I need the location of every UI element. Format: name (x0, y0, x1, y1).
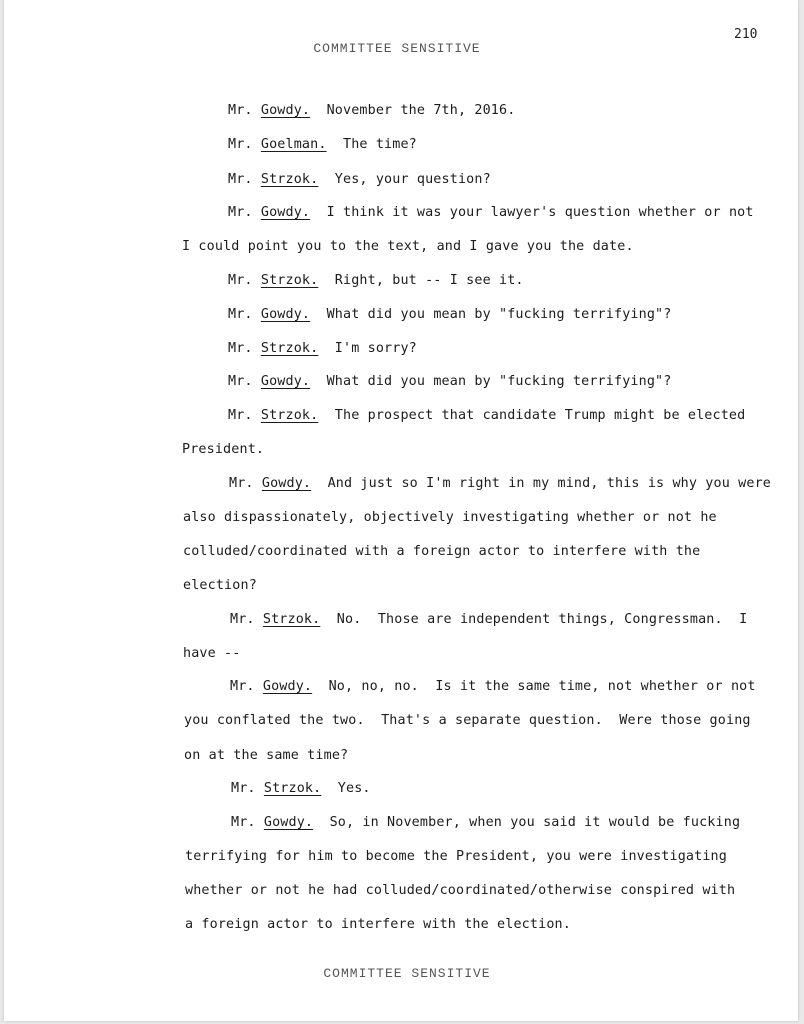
speaker-name: Strzok. (260, 408, 319, 423)
transcript-line (228, 103, 515, 118)
speaker-prefix: Mr. (228, 374, 261, 389)
speaker-name: Gowdy. (260, 103, 311, 118)
transcript-line (228, 307, 671, 322)
line-text: Right, but -- I see it. (318, 273, 524, 288)
transcript-line: you conflated the two. That's a separate question. Were those going (184, 713, 751, 728)
transcript-line: whether or not he had colluded/coordinated/otherwise conspired with (185, 883, 736, 898)
speaker-name: Strzok. (260, 172, 319, 187)
transcript-line: I could point you to the text, and I gave you the date. (182, 239, 634, 254)
speaker-prefix: Mr. (229, 476, 262, 491)
transcript-line (230, 679, 756, 694)
transcript-line (228, 172, 491, 187)
line-text: The time? (326, 137, 417, 152)
speaker-prefix: Mr. (231, 781, 264, 796)
speaker-prefix: Mr. (228, 273, 261, 288)
speaker-prefix: Mr. (228, 172, 261, 187)
line-text: What did you mean by "fucking terrifying"? (310, 374, 672, 389)
transcript-line: a foreign actor to interfere with the election. (185, 917, 571, 932)
speaker-prefix: Mr. (228, 408, 261, 423)
transcript-line (230, 612, 747, 627)
speaker-name: Gowdy. (260, 205, 311, 220)
speaker-prefix: Mr. (228, 103, 261, 118)
speaker-name: Gowdy. (262, 679, 313, 694)
speaker-prefix: Mr. (230, 679, 263, 694)
transcript-line (228, 273, 524, 288)
line-text: November the 7th, 2016. (310, 103, 516, 118)
page-footer: COMMITTEE SENSITIVE (323, 966, 491, 981)
transcript-line: have -- (183, 646, 241, 661)
speaker-name: Gowdy. (261, 476, 312, 491)
speaker-name: Gowdy. (263, 815, 314, 830)
document-page (4, 0, 798, 1021)
speaker-prefix: Mr. (228, 307, 261, 322)
speaker-name: Gowdy. (260, 374, 311, 389)
transcript-line: also dispassionately, objectively investigating whether or not he (183, 510, 717, 525)
line-text: No. Those are independent things, Congressman. I (320, 612, 748, 627)
line-text: I think it was your lawyer's question whether or not (310, 205, 754, 220)
speaker-name: Goelman. (260, 137, 327, 152)
speaker-prefix: Mr. (228, 341, 261, 356)
speaker-prefix: Mr. (231, 815, 264, 830)
transcript-line (231, 781, 371, 796)
line-text: Yes, your question? (318, 172, 491, 187)
transcript-line (228, 205, 754, 220)
transcript-line: terrifying for him to become the President, you were investigating (185, 849, 727, 864)
transcript-line: election? (183, 578, 257, 593)
transcript-line (231, 815, 740, 830)
speaker-name: Strzok. (262, 612, 321, 627)
speaker-prefix: Mr. (228, 137, 261, 152)
line-text: No, no, no. Is it the same time, not whether or not (312, 679, 756, 694)
transcript-line (228, 408, 745, 423)
page-number: 210 (734, 27, 758, 42)
page-header: COMMITTEE SENSITIVE (313, 41, 481, 56)
speaker-prefix: Mr. (228, 205, 261, 220)
line-text: So, in November, when you said it would be fucking (313, 815, 741, 830)
transcript-line: on at the same time? (184, 748, 349, 763)
speaker-name: Strzok. (260, 273, 319, 288)
transcript-line (228, 374, 671, 389)
line-text: Yes. (321, 781, 371, 796)
transcript-line (228, 137, 417, 152)
speaker-name: Gowdy. (260, 307, 311, 322)
transcript-line (229, 476, 771, 491)
line-text: And just so I'm right in my mind, this is why you were (311, 476, 772, 491)
transcript-line (228, 341, 417, 356)
speaker-name: Strzok. (263, 781, 322, 796)
transcript-line: President. (182, 442, 265, 457)
line-text: What did you mean by "fucking terrifying"? (310, 307, 672, 322)
speaker-name: Strzok. (260, 341, 319, 356)
line-text: The prospect that candidate Trump might be elected (318, 408, 746, 423)
transcript-line: colluded/coordinated with a foreign actor to interfere with the (183, 544, 701, 559)
line-text: I'm sorry? (318, 341, 417, 356)
speaker-prefix: Mr. (230, 612, 263, 627)
